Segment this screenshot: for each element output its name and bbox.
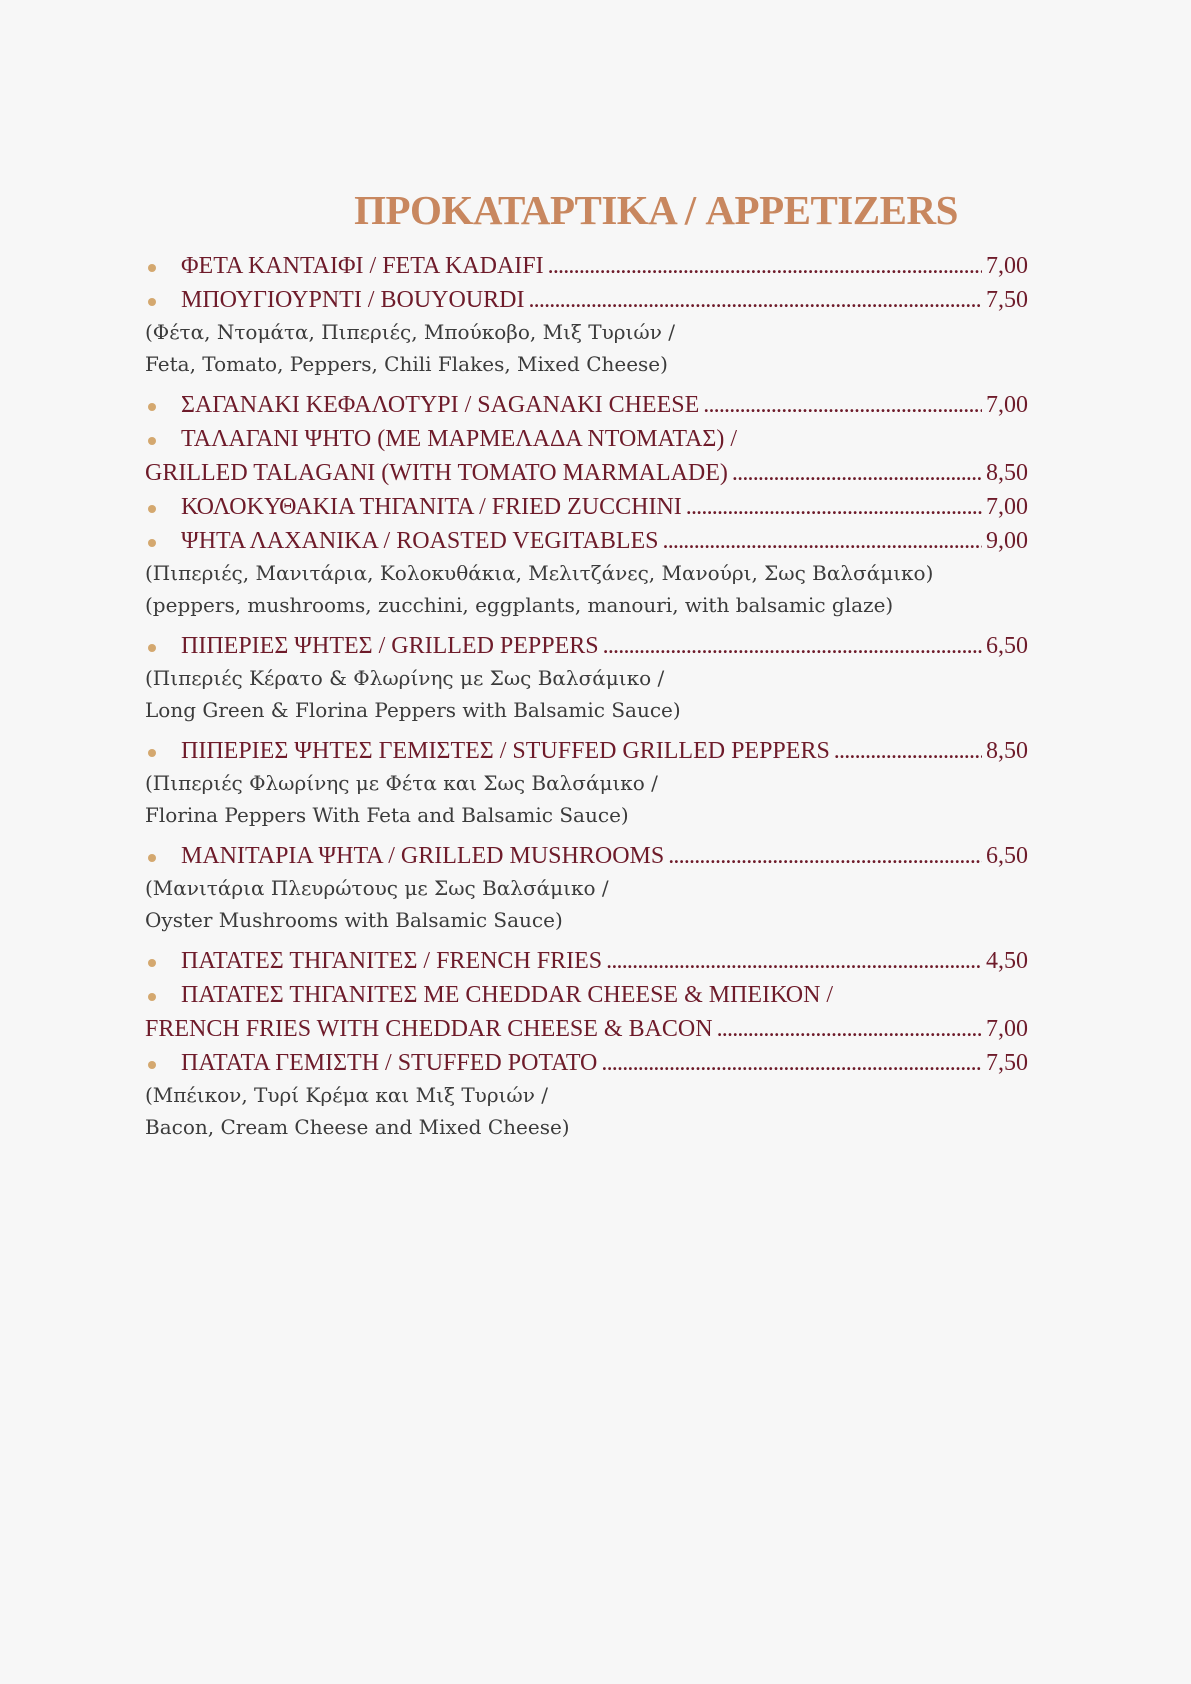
bullet-icon <box>145 1046 181 1080</box>
dot-leader <box>603 629 982 663</box>
item-name: ΠΑΤΑΤΕΣ ΤΗΓΑΝΙΤΕΣ ΜΕ CHEDDAR CHEESE & ΜΠΕΙΚΟΝ / <box>181 982 834 1008</box>
item-description: (Πιπεριές Κέρατο & Φλωρίνης με Σως Βαλσάμικο / <box>145 666 665 690</box>
menu-item <box>145 388 1028 422</box>
dot-leader <box>528 283 982 317</box>
item-price: 7,50 <box>986 1050 1028 1076</box>
dot-leader <box>668 839 982 873</box>
menu-item <box>145 978 1028 1012</box>
menu-group <box>145 839 1028 936</box>
item-description: (Πιπεριές, Μανιτάρια, Κολοκυθάκια, Μελιτζάνες, Μανούρι, Σως Βαλσάμικο) <box>145 561 934 585</box>
menu-item <box>145 524 1028 558</box>
dot-leader <box>732 456 982 490</box>
item-name: FRENCH FRIES WITH CHEDDAR CHEESE & BACON <box>145 1016 713 1042</box>
item-price: 6,50 <box>986 633 1028 659</box>
item-description: (peppers, mushrooms, zucchini, eggplants, manouri, with balsamic glaze) <box>145 592 894 617</box>
item-price: 7,50 <box>986 287 1028 313</box>
menu-item <box>145 734 1028 768</box>
item-description: (Πιπεριές Φλωρίνης με Φέτα και Σως Βαλσάμικο / <box>145 771 658 795</box>
item-price: 7,00 <box>986 494 1028 520</box>
bullet-icon <box>145 524 181 558</box>
item-description: (Φέτα, Ντομάτα, Πιπεριές, Μπούκοβο, Μιξ Τυριών / <box>145 320 675 344</box>
item-description: Long Green & Florina Peppers with Balsamic Sauce) <box>145 697 681 722</box>
item-description: (Μπέικον, Τυρί Κρέμα και Μιξ Τυριών / <box>145 1083 548 1107</box>
item-description: Bacon, Cream Cheese and Mixed Cheese) <box>145 1114 570 1139</box>
menu-item-continued <box>145 456 1028 490</box>
bullet-icon <box>145 249 181 283</box>
dot-leader <box>686 490 982 524</box>
bullet-icon <box>145 283 181 317</box>
dot-leader <box>601 1046 982 1080</box>
item-name: ΦΕΤΑ ΚΑΝΤΑΙΦΙ / FETA KADAIFI <box>181 253 544 279</box>
menu-group <box>145 249 1028 380</box>
menu-item <box>145 283 1028 317</box>
menu-group <box>145 629 1028 726</box>
menu-group <box>145 944 1028 1143</box>
item-name: ΠΙΠΕΡΙΕΣ ΨΗΤΕΣ / GRILLED PEPPERS <box>181 633 599 659</box>
item-price: 8,50 <box>986 460 1028 486</box>
dot-leader <box>717 1012 982 1046</box>
menu-item <box>145 249 1028 283</box>
dot-leader <box>663 524 983 558</box>
bullet-icon <box>145 629 181 663</box>
menu-item <box>145 629 1028 663</box>
page-title: ΠΡΟΚΑΤΑΡΤΙΚΑ / APPETIZERS <box>354 187 958 233</box>
bullet-icon <box>145 839 181 873</box>
appetizers-list <box>145 249 1028 1151</box>
item-name: ΠΙΠΕΡΙΕΣ ΨΗΤΕΣ ΓΕΜΙΣΤΕΣ / STUFFED GRILLED PEPPERS <box>181 738 830 764</box>
bullet-icon <box>145 490 181 524</box>
bullet-icon <box>145 422 181 456</box>
item-price: 7,00 <box>986 253 1028 279</box>
dot-leader <box>606 944 982 978</box>
item-name: ΣΑΓΑΝΑΚΙ ΚΕΦΑΛΟΤΥΡΙ / SAGANAKI CHEESE <box>181 392 700 418</box>
item-price: 6,50 <box>986 843 1028 869</box>
bullet-icon <box>145 944 181 978</box>
menu-group <box>145 734 1028 831</box>
item-name: ΜΠΟΥΓΙΟΥΡΝΤΙ / BOUYOURDI <box>181 287 525 313</box>
item-price: 8,50 <box>986 738 1028 764</box>
item-name: ΠΑΤΑΤΕΣ ΤΗΓΑΝΙΤΕΣ / FRENCH FRIES <box>181 948 603 974</box>
menu-item <box>145 422 1028 456</box>
menu-item <box>145 944 1028 978</box>
item-price: 7,00 <box>986 392 1028 418</box>
bullet-icon <box>145 734 181 768</box>
menu-item <box>145 1046 1028 1080</box>
menu-item-continued <box>145 1012 1028 1046</box>
bullet-icon <box>145 388 181 422</box>
item-name: GRILLED TALAGANI (WITH TOMATO MARMALADE) <box>145 460 728 486</box>
item-price: 4,50 <box>986 948 1028 974</box>
menu-group <box>145 388 1028 621</box>
item-description: Florina Peppers With Feta and Balsamic Sauce) <box>145 802 629 827</box>
dot-leader <box>548 249 982 283</box>
menu-item <box>145 490 1028 524</box>
item-name: ΨΗΤΑ ΛΑΧΑΝΙΚΑ / ROASTED VEGITABLES <box>181 528 659 554</box>
item-description: (Μανιτάρια Πλευρώτους με Σως Βαλσάμικο / <box>145 876 609 900</box>
item-name: ΚΟΛΟΚΥΘΑΚΙΑ ΤΗΓΑΝΙΤΑ / FRIED ZUCCHINI <box>181 494 682 520</box>
item-price: 9,00 <box>986 528 1028 554</box>
menu-item <box>145 839 1028 873</box>
dot-leader <box>703 388 982 422</box>
bullet-icon <box>145 978 181 1012</box>
item-description: Feta, Tomato, Peppers, Chili Flakes, Mixed Cheese) <box>145 351 668 376</box>
item-name: ΜΑΝΙΤΑΡΙΑ ΨΗΤΑ / GRILLED MUSHROOMS <box>181 843 665 869</box>
item-name: ΤΑΛΑΓΑΝΙ ΨΗΤΟ (ΜΕ ΜΑΡΜΕΛΑΔΑ ΝΤΟΜΑΤΑΣ) / <box>181 426 738 452</box>
item-price: 7,00 <box>986 1016 1028 1042</box>
item-name: ΠΑΤΑΤΑ ΓΕΜΙΣΤΗ / STUFFED POTATO <box>181 1050 598 1076</box>
item-description: Oyster Mushrooms with Balsamic Sauce) <box>145 907 563 932</box>
dot-leader <box>834 734 982 768</box>
